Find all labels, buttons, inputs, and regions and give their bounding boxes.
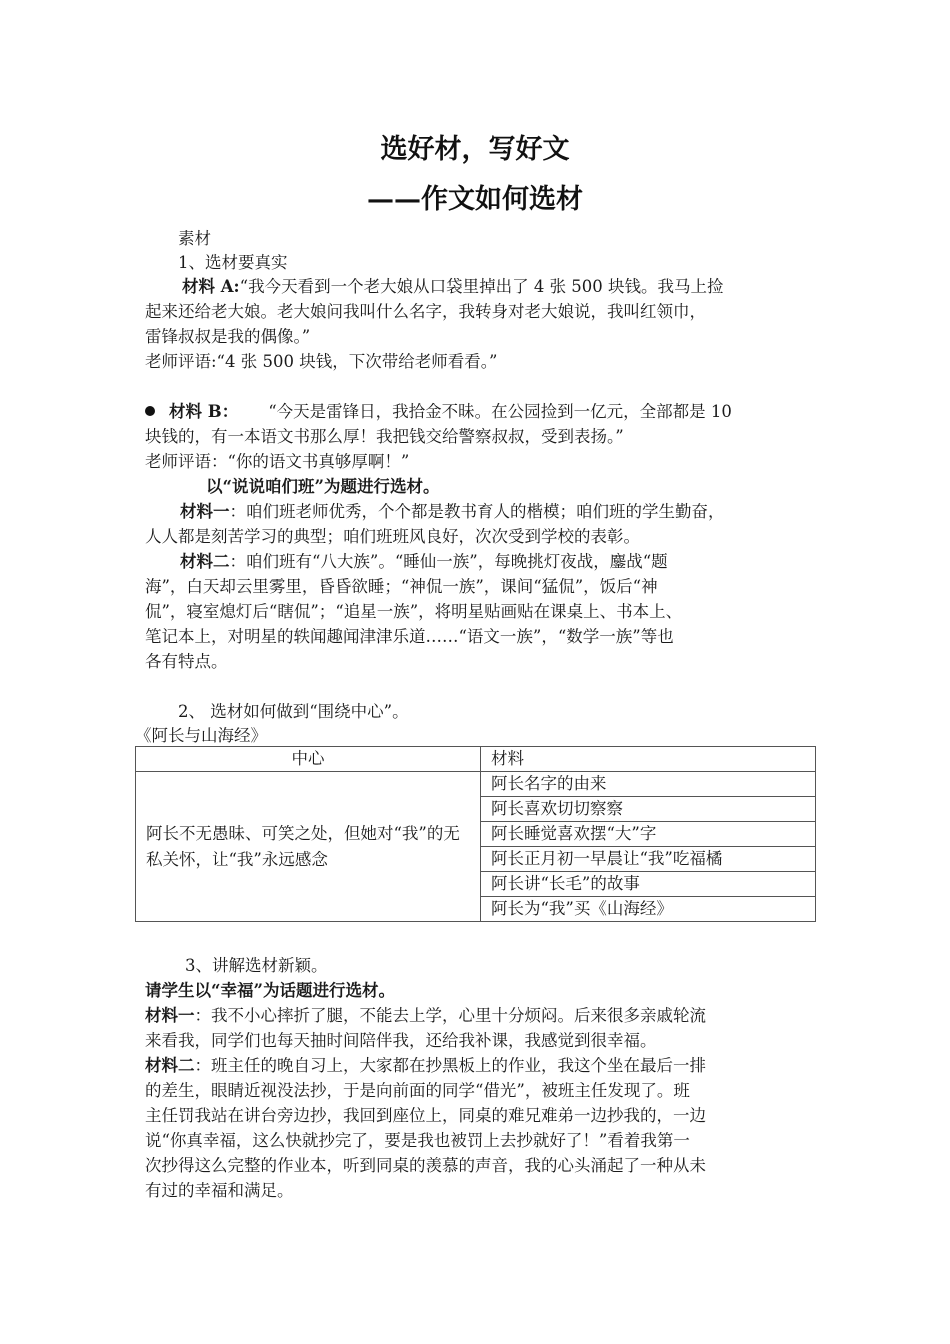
material-a-label: 材料 A:	[182, 277, 240, 296]
class-material-1-line-2: 人人都是刻苦学习的典型；咱们班班风良好，次次受到学校的表彰。	[145, 527, 640, 546]
class-topic-prompt: 以“说说咱们班”为题进行选材。	[206, 477, 440, 496]
happiness-prompt: 请学生以“幸福”为话题进行选材。	[145, 981, 395, 1000]
page-subtitle: ——作文如何选材	[367, 184, 583, 215]
class-material-1-line-1: 材料一：咱们班老师优秀，个个都是教书育人的楷模；咱们班的学生勤奋，	[180, 502, 725, 521]
class-material-2-line-1: 材料二：咱们班有“八大族”。“睡仙一族”，每晚挑灯夜战，鏖战“题	[180, 552, 668, 571]
material-b-comment: 老师评语：“你的语文书真够厚啊！”	[145, 452, 410, 471]
material-a-line-3: 雷锋叔叔是我的偶像。”	[145, 327, 311, 346]
happiness-material-1-line-1: 材料一：我不小心摔折了腿，不能去上学，心里十分烦闷。后来很多亲戚轮流	[145, 1006, 706, 1025]
happiness-material-2-line-4: 说“你真幸福，这么快就抄完了，要是我也被罚上去抄就好了！”看着我第一	[145, 1131, 690, 1150]
section-2-heading: 2、 选材如何做到“围绕中心”。	[178, 702, 409, 721]
class-material-2-line-2: 海”，白天却云里雾里，昏昏欲睡；“神侃一族”，课间“猛侃”，饭后“神	[145, 577, 658, 596]
table-material-cell: 阿长讲“长毛”的故事	[481, 872, 816, 897]
section-1-heading: 1、选材要真实	[178, 253, 288, 272]
happiness-material-2-line-6: 有过的幸福和满足。	[145, 1181, 294, 1200]
material-a-line-1: 材料 A:“我今天看到一个老大娘从口袋里掉出了 4 张 500 块钱。我马上捡	[182, 277, 724, 296]
section-label: 素材	[178, 229, 211, 248]
happiness-material-1-label: 材料一	[145, 1006, 195, 1025]
table-center-text: 阿长不无愚昧、可笑之处，但她对“我”的无私关怀，让“我”永远感念	[136, 772, 481, 922]
happiness-material-2-label: 材料二	[145, 1056, 195, 1075]
happiness-material-2-line-2: 的差生，眼睛近视没法抄，于是向前面的同学“借光”，被班主任发现了。班	[145, 1081, 690, 1100]
bullet-icon	[145, 406, 155, 416]
book-title: 《阿长与山海经》	[135, 726, 267, 745]
table-material-cell: 阿长睡觉喜欢摆“大”字	[481, 822, 816, 847]
table-material-cell: 阿长名字的由来	[481, 772, 816, 797]
center-material-table	[135, 746, 816, 922]
happiness-material-2-line-1: 材料二：班主任的晚自习上，大家都在抄黑板上的作业，我这个坐在最后一排	[145, 1056, 706, 1075]
table-material-cell: 阿长正月初一早晨让“我”吃福橘	[481, 847, 816, 872]
happiness-material-2-line-3: 主任罚我站在讲台旁边抄，我回到座位上，同桌的难兄难弟一边抄我的，一边	[145, 1106, 706, 1125]
table-material-cell: 阿长喜欢切切察察	[481, 797, 816, 822]
table-header-material: 材料	[481, 747, 816, 772]
material-a-line-2: 起来还给老大娘。老大娘问我叫什么名字，我转身对老大娘说，我叫红领巾，	[145, 302, 706, 321]
material-b-label: 材料 B：	[169, 402, 239, 421]
material-b-line-1: 材料 B： “今天是雷锋日，我拾金不昧。在公园捡到一亿元，全部都是 10	[145, 399, 825, 424]
table-row	[136, 772, 816, 797]
table-header-center: 中心	[136, 747, 481, 772]
material-b-line-2: 块钱的，有一本语文书那么厚！我把钱交给警察叔叔，受到表扬。”	[145, 427, 624, 446]
class-material-1-label: 材料一	[180, 502, 230, 521]
class-material-2-label: 材料二	[180, 552, 230, 571]
class-material-2-line-3: 侃”，寝室熄灯后“瞎侃”；“追星一族”，将明星贴画贴在课桌上、书本上、	[145, 602, 683, 621]
table-header-row	[136, 747, 816, 772]
happiness-material-1-line-2: 来看我，同学们也每天抽时间陪伴我，还给我补课，我感觉到很幸福。	[145, 1031, 657, 1050]
page-title: 选好材，写好文	[380, 134, 570, 165]
section-3-heading: 3、讲解选材新颖。	[185, 956, 328, 975]
class-material-2-line-4: 笔记本上，对明星的轶闻趣闻津津乐道……“语文一族”，“数学一族”等也	[145, 627, 674, 646]
table-material-cell: 阿长为“我”买《山海经》	[481, 897, 816, 922]
happiness-material-2-line-5: 次抄得这么完整的作业本，听到同桌的羡慕的声音，我的心头涌起了一种从未	[145, 1156, 706, 1175]
class-material-2-line-5: 各有特点。	[145, 652, 228, 671]
material-a-comment: 老师评语:“4 张 500 块钱，下次带给老师看看。”	[145, 352, 498, 371]
